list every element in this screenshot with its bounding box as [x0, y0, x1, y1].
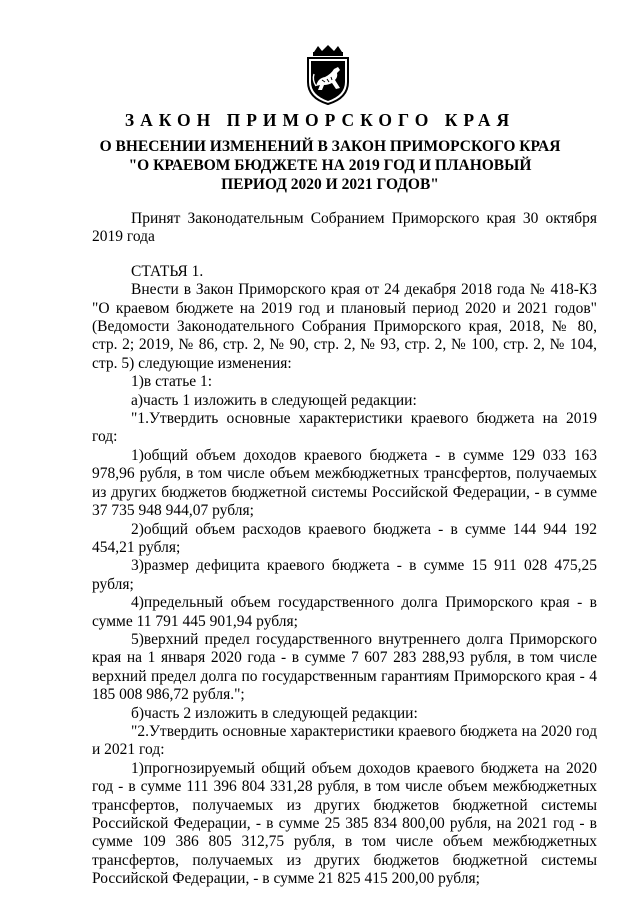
law-title: ЗАКОН ПРИМОРСКОГО КРАЯ: [124, 110, 516, 130]
law-body: [92, 210, 597, 889]
article-paragraph: 1)в статье 1:: [131, 373, 213, 391]
coat-of-arms-icon: [298, 44, 358, 106]
article-paragraph: б)часть 2 изложить в следующей редакции:: [131, 704, 418, 722]
article-paragraph: а)часть 1 изложить в следующей редакции:: [131, 391, 417, 409]
adoption-note: Принят Законодательным Собранием Приморского края 30 октября 2019 года: [92, 210, 597, 246]
subtitle-line: "О КРАЕВОМ БЮДЖЕТЕ НА 2019 ГОД И ПЛАНОВЫЙ: [128, 157, 532, 174]
article-paragraph: 1)прогнозируемый общий объем доходов краевого бюджета на 2020 год - в сумме 111 396 804 331,28 рубля, в том числе объем межбюджетных трансфертов, получаемых из других бюджетов бюджетной системы Российской Федерации, - в сумме 25 385 834 800,00 рубля, на 2021 год - в сумме 109 386 805 312,75 рубля, в том числе объем межбюджетных трансфертов, получаемых из других бюджетов бюджетной системы Российской Федерации, - в сумме 21 825 415 200,00 рубля;: [92, 759, 597, 888]
article-paragraph: 3)размер дефицита краевого бюджета - в сумме 15 911 028 475,25 рубля;: [92, 557, 597, 593]
article-paragraph: 5)верхний предел государственного внутреннего долга Приморского края на 1 января 2020 года - в сумме 7 607 283 288,93 рубля, в том числе верхний предел долга по государственным гарантиям Приморского края - 4 185 008 986,72 рубля.";: [92, 630, 597, 704]
article-heading: СТАТЬЯ 1.: [131, 262, 204, 280]
article-paragraph: "1.Утвердить основные характеристики краевого бюджета на 2019 год:: [92, 410, 597, 446]
article-paragraph: Внести в Закон Приморского края от 24 декабря 2018 года № 418-КЗ "О краевом бюджете на 2019 год и плановый период 2020 и 2021 годов" (Ведомости Законодательного Собрания Приморского края, 2018, № 80, стр. 2; 2019, № 86, стр. 2, № 90, стр. 2, № 93, стр. 2, № 100, стр. 2, № 104, стр. 5) следующие изменения:: [92, 281, 597, 372]
article-paragraph: 2)общий объем расходов краевого бюджета - в сумме 144 944 192 454,21 рубля;: [92, 520, 597, 556]
article-paragraph: 4)предельный объем государственного долга Приморского края - в сумме 11 791 445 901,94 рубля;: [92, 594, 597, 630]
law-subtitle: [90, 137, 570, 194]
article-paragraph: 1)общий объем доходов краевого бюджета - в сумме 129 033 163 978,96 рубля, в том числе объем межбюджетных трансфертов, получаемых из других бюджетов бюджетной системы Российской Федерации, - в сумме 37 735 948 944,07 рубля;: [92, 446, 597, 520]
article-paragraph: "2.Утвердить основные характеристики краевого бюджета на 2020 год и 2021 год:: [92, 722, 597, 759]
subtitle-line: ПЕРИОД 2020 И 2021 ГОДОВ": [221, 176, 439, 193]
subtitle-line: О ВНЕСЕНИИ ИЗМЕНЕНИЙ В ЗАКОН ПРИМОРСКОГО КРАЯ: [99, 138, 561, 155]
